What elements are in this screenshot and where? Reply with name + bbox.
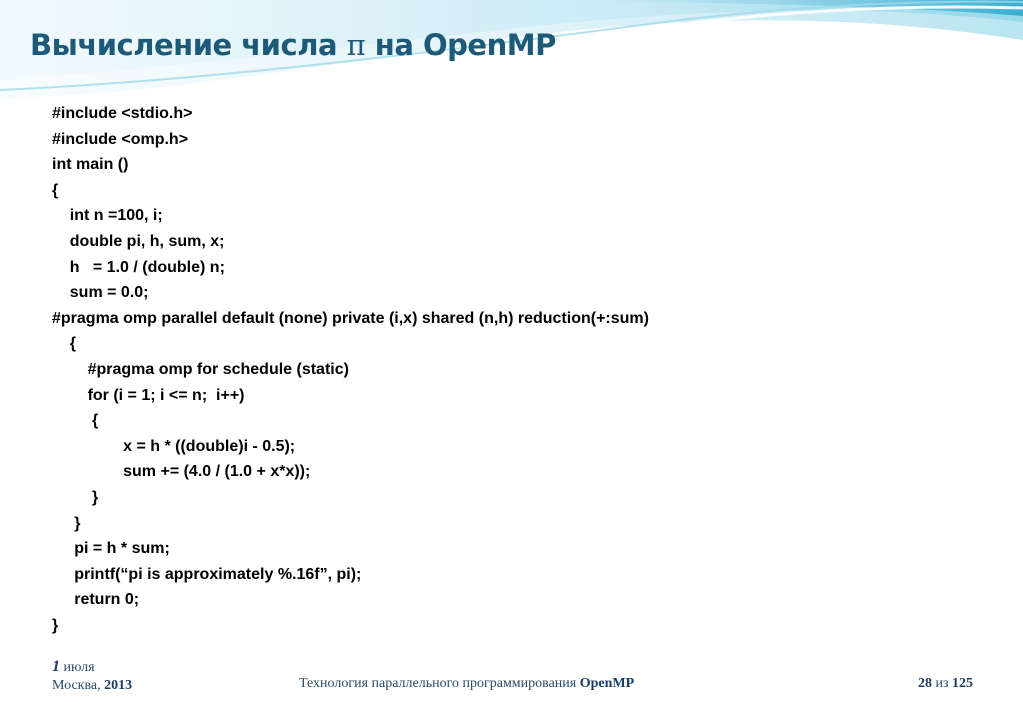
code-line: #include <omp.h> <box>52 130 189 148</box>
page-total: 125 <box>952 676 973 691</box>
code-line: #include <stdio.h> <box>52 105 193 122</box>
code-line: sum += (4.0 / (1.0 + x*x)); <box>52 463 311 481</box>
code-line: } <box>52 488 99 506</box>
footer-city: Москва <box>52 678 98 693</box>
title-text: Вычисление числа <box>30 28 338 62</box>
footer-course-text: Технология параллельного программирования <box>299 676 577 691</box>
slide-title <box>30 28 556 62</box>
footer-year: 2013 <box>104 678 133 693</box>
code-line: h = 1.0 / (double) n; <box>52 258 225 276</box>
page-current: 28 <box>917 676 932 691</box>
code-line: { <box>52 181 59 199</box>
code-line: { <box>52 412 99 430</box>
code-line: sum = 0.0; <box>52 284 149 302</box>
code-line: #pragma omp for schedule (static) <box>52 360 349 378</box>
page-separator: из <box>935 676 949 691</box>
code-listing <box>52 101 649 638</box>
footer-course <box>299 676 634 692</box>
pi-symbol: π <box>346 28 366 62</box>
footer-month: июля <box>63 660 95 675</box>
code-line: } <box>52 616 59 634</box>
code-line: #pragma omp parallel default (none) private (i,x) shared (n,h) reduction(+:sum) <box>52 309 649 327</box>
code-line: x = h * ((double)i - 0.5); <box>52 437 296 455</box>
code-line: int main () <box>52 156 129 174</box>
code-line: double pi, h, sum, x; <box>52 232 225 250</box>
code-line: int n =100, i; <box>52 207 163 225</box>
footer-city-year: Москва, 2013 <box>52 678 133 693</box>
footer-day-month <box>52 658 132 677</box>
footer-date <box>52 658 132 695</box>
title-suffix: на OpenMP <box>374 28 556 62</box>
footer-day: 1 <box>52 658 60 675</box>
code-line: pi = h * sum; <box>52 540 170 558</box>
code-line: { <box>52 335 77 353</box>
code-line: return 0; <box>52 591 140 609</box>
code-line: for (i = 1; i <= n; i++) <box>52 386 245 404</box>
code-line: } <box>52 514 81 532</box>
footer-course-name: OpenMP <box>579 676 635 691</box>
code-line: printf(“pi is approximately %.16f”, pi); <box>52 565 362 583</box>
page-number <box>918 676 973 692</box>
